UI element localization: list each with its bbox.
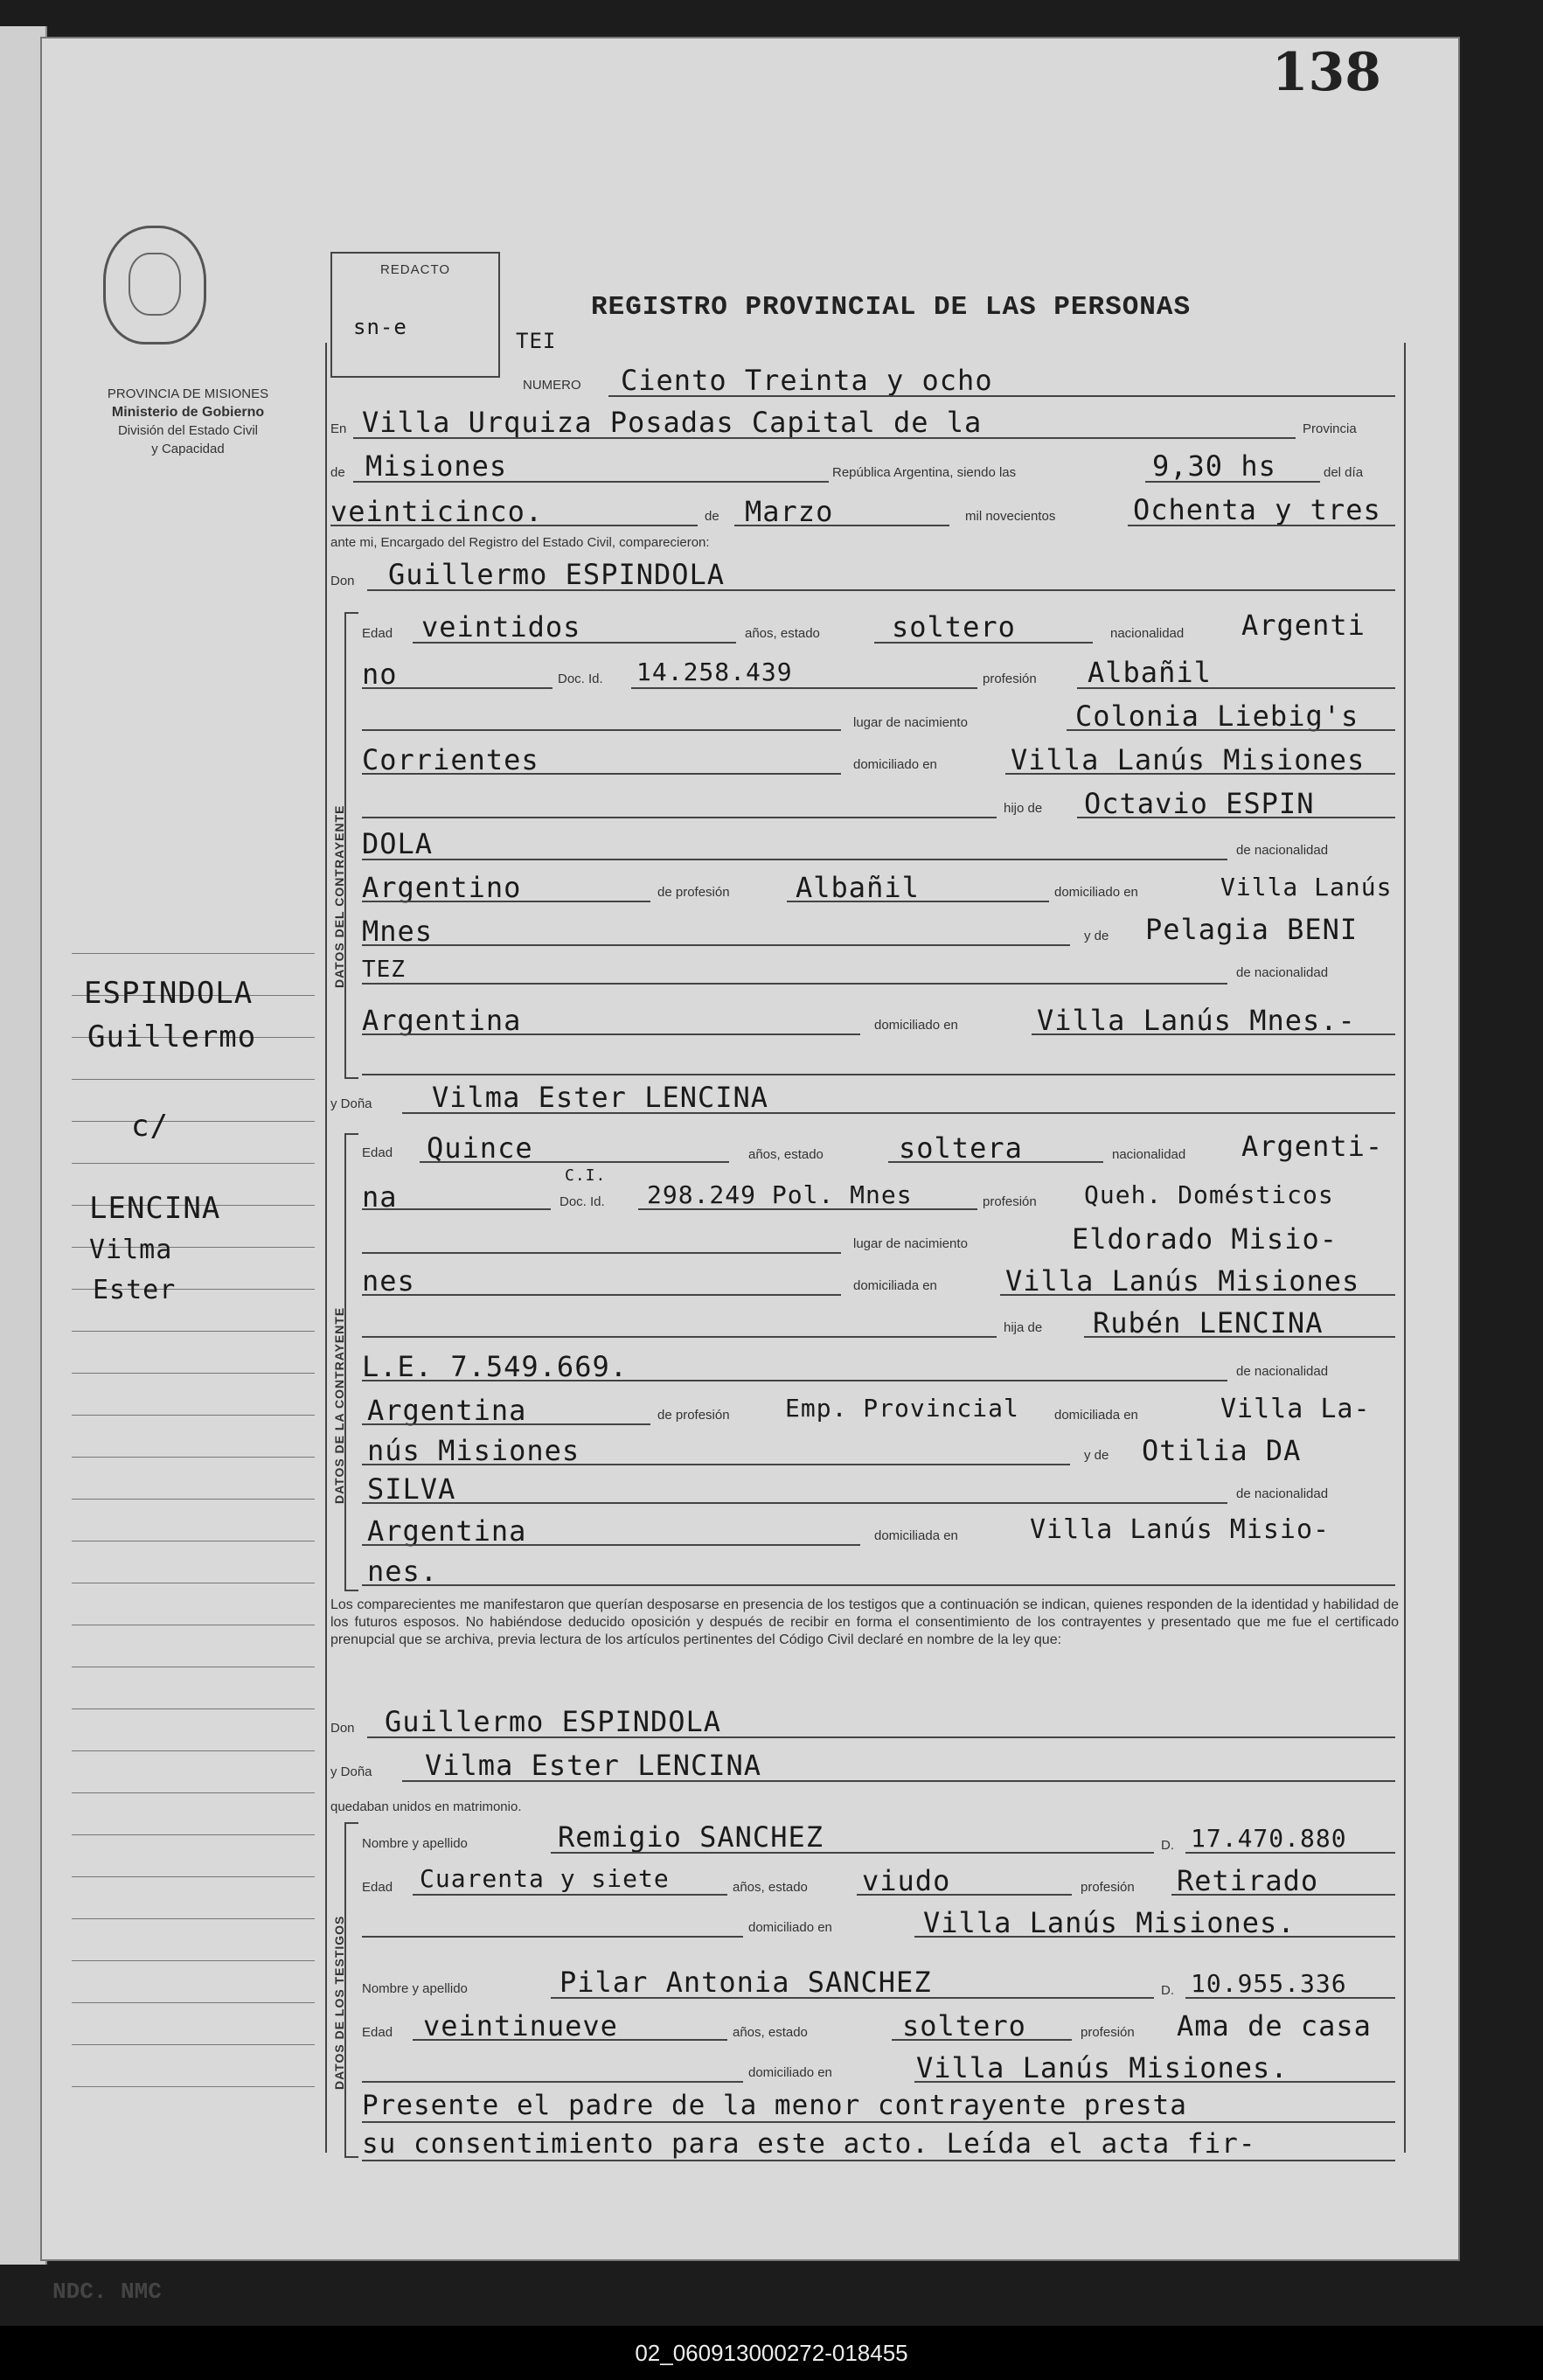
label-d: D.: [1161, 1838, 1174, 1853]
value-c2-padre-doc: L.E. 7.549.669.: [362, 1350, 628, 1383]
value-t2-edad: veintinueve: [423, 2009, 618, 2042]
margin-header-line4: y Capacidad: [151, 442, 225, 456]
page-number: 138: [1271, 42, 1381, 103]
value-c1-lugar2: Corrientes: [362, 743, 539, 776]
value-c1-padre-dom-a: Villa Lanús: [1220, 873, 1393, 901]
corner-tag: NDC. NMC: [52, 2279, 162, 2305]
line: [413, 1894, 727, 1896]
value-t2-dom: Villa Lanús Misiones.: [916, 2051, 1289, 2084]
margin-header: [61, 385, 315, 458]
line: [787, 901, 1049, 902]
line: [1077, 687, 1395, 689]
value-c2-nac-b: na: [362, 1180, 398, 1214]
line: [402, 1112, 1395, 1114]
value-c1-dom: Villa Lanús Misiones: [1011, 743, 1366, 776]
line: [1171, 1894, 1395, 1896]
label-edad-2: Edad: [362, 1145, 393, 1160]
label-quedaban: quedaban unidos en matrimonio.: [330, 1799, 522, 1814]
label-anos-estado: años, estado: [745, 626, 820, 641]
declaration-paragraph: Los comparecientes me manifestaron que querían desposarse en presencia de los testigos que a continuación se indican, quienes responden de la identidad y habilidad de los futuros esposos. No habiéndose deducido oposición y después de recibir en forma el consentimiento de los contrayentes y presentado que me fue el certificado prenupcial que se archiva, previa lectura de los artículos pertinentes del Código Civil declaré en nombre de la ley que:: [330, 1597, 1399, 1647]
label-numero: NUMERO: [523, 378, 581, 393]
label-y-dona: y Doña: [330, 1096, 372, 1111]
label-lugar-nac-2: lugar de nacimiento: [853, 1236, 968, 1251]
label-de-profesion: de profesión: [657, 885, 730, 900]
label-hija-de: hija de: [1004, 1320, 1043, 1335]
value-t1-edad: Cuarenta y siete: [420, 1864, 670, 1893]
value-c1-lugar: Colonia Liebig's: [1075, 699, 1359, 733]
label-y-dona-2: y Doña: [330, 1764, 372, 1779]
value-c1-nac-b: no: [362, 658, 398, 691]
line: [638, 1208, 977, 1210]
redacto-label: REDACTO: [379, 262, 451, 277]
label-nombre-apellido: Nombre y apellido: [362, 1836, 468, 1851]
margin-rule-line: [72, 2002, 315, 2003]
value-c2-lugar-b: nes: [362, 1264, 415, 1298]
value-t1-doc: 17.470.880: [1191, 1824, 1347, 1853]
label-de-nacionalidad-2: de nacionalidad: [1236, 965, 1329, 980]
margin-rule-line: [72, 1834, 315, 1835]
line: [362, 1252, 841, 1254]
label-provincia: Provincia: [1303, 421, 1357, 436]
line: [362, 687, 553, 689]
label-domiciliado-en-2: domiciliado en: [1054, 885, 1138, 900]
line: [362, 1464, 1070, 1465]
redacto-value: sn-e: [353, 315, 407, 339]
margin-rule-line: [72, 1457, 315, 1458]
value-decl-dona: Vilma Ester LENCINA: [425, 1749, 762, 1782]
coat-of-arms-icon: [103, 226, 206, 344]
line: [1185, 1852, 1395, 1854]
line: [362, 1294, 841, 1296]
margin-name-1: Guillermo: [87, 1020, 257, 1054]
margin-rule-line: [72, 1918, 315, 1919]
label-domiciliada-en-2: domiciliada en: [1054, 1408, 1138, 1423]
label-don: Don: [330, 574, 355, 588]
margin-rule-line: [72, 1499, 315, 1500]
value-c1-estado: soltero: [892, 610, 1016, 644]
value-t1-dom: Villa Lanús Misiones.: [923, 1906, 1296, 1939]
label-domiciliado-en-3: domiciliado en: [874, 1018, 958, 1033]
side-label-contrayente: DATOS DEL CONTRAYENTE: [332, 804, 346, 988]
line: [362, 773, 841, 775]
value-c2-padre-dom-a: Villa La-: [1220, 1394, 1371, 1424]
line: [362, 901, 650, 902]
label-don-2: Don: [330, 1721, 355, 1736]
value-t2-estado: soltero: [902, 2009, 1026, 2042]
side-label-testigos: DATOS DE LOS TESTIGOS: [332, 1915, 346, 2090]
label-de2: de: [705, 509, 719, 524]
line: [362, 859, 1227, 860]
label-de-nacionalidad-4: de nacionalidad: [1236, 1486, 1329, 1501]
value-nota-2: su consentimiento para este acto. Leída el acta fir-: [362, 2128, 1256, 2160]
value-c1-padre-dom-b: Mnes: [362, 915, 434, 948]
value-c2-lugar-a: Eldorado Misio-: [1072, 1222, 1338, 1256]
value-provincia: Misiones: [365, 449, 508, 483]
line: [1077, 817, 1395, 818]
value-c2-estado: soltera: [899, 1131, 1023, 1165]
value-decl-don: Guillermo ESPINDOLA: [385, 1705, 722, 1738]
value-t2-doc: 10.955.336: [1191, 1969, 1347, 1998]
line: [362, 1336, 997, 1338]
line: [1005, 773, 1395, 775]
value-anio: Ochenta y tres: [1133, 493, 1381, 526]
label-edad-3: Edad: [362, 1880, 393, 1895]
line: [1067, 729, 1395, 731]
value-c2-madre-dom-a: Villa Lanús Misio-: [1030, 1514, 1331, 1545]
label-de-nacionalidad: de nacionalidad: [1236, 843, 1329, 858]
label-y-de-2: y de: [1084, 1448, 1109, 1463]
line: [367, 589, 1395, 591]
margin-rule-line: [72, 1079, 315, 1080]
margin-rule-line: [72, 1750, 315, 1751]
value-c2-padre-prof: Emp. Provincial: [785, 1394, 1019, 1423]
line: [362, 1033, 860, 1035]
line: [353, 481, 829, 483]
line: [857, 1894, 1072, 1896]
value-c1-prof: Albañil: [1088, 656, 1212, 689]
line: [362, 1208, 551, 1210]
value-c1-madre-b: TEZ: [362, 957, 406, 983]
margin-name-2: Vilma: [89, 1235, 173, 1265]
line: [914, 2081, 1395, 2083]
line: [551, 1852, 1154, 1854]
margin-rule-line: [72, 1121, 315, 1122]
label-doc-id: Doc. Id.: [558, 672, 603, 686]
label-nombre-apellido-2: Nombre y apellido: [362, 1981, 468, 1996]
margin-rule-line: [72, 1415, 315, 1416]
label-profesion-3: profesión: [1081, 1880, 1135, 1895]
value-c2-madre-b: SILVA: [367, 1472, 456, 1506]
label-nacionalidad: nacionalidad: [1110, 626, 1185, 641]
value-lugar: Villa Urquiza Posadas Capital de la: [362, 406, 983, 439]
label-de-profesion-2: de profesión: [657, 1408, 730, 1423]
label-de: de: [330, 465, 345, 480]
value-t1-nombre: Remigio SANCHEZ: [558, 1820, 824, 1854]
margin-rule-line: [72, 2044, 315, 2045]
value-c1-madre-nac: Argentina: [362, 1004, 522, 1037]
value-dona: Vilma Ester LENCINA: [432, 1081, 769, 1114]
label-profesion-2: profesión: [983, 1194, 1037, 1209]
label-lugar-nac: lugar de nacimiento: [853, 715, 968, 730]
line: [608, 395, 1395, 397]
value-don: Guillermo ESPINDOLA: [388, 558, 726, 591]
value-c1-padre-a: Octavio ESPIN: [1084, 787, 1315, 820]
line: [362, 817, 997, 818]
value-c1-padre-nac: Argentino: [362, 871, 522, 904]
label-republica: República Argentina, siendo las: [832, 465, 1017, 480]
section-bracket-contrayente-f: [344, 1133, 358, 1591]
label-domiciliada-en: domiciliada en: [853, 1278, 937, 1293]
value-c1-padre-prof: Albañil: [796, 871, 920, 904]
margin-header-line2: Ministerio de Gobierno: [111, 405, 265, 420]
margin-rule-line: [72, 1792, 315, 1793]
line: [362, 2160, 1395, 2161]
value-c2-nac-a: Argenti-: [1241, 1130, 1384, 1163]
label-doc-id-2: Doc. Id.: [560, 1194, 605, 1209]
line: [362, 729, 841, 731]
line: [734, 525, 949, 526]
line: [420, 1161, 729, 1163]
margin-rule-line: [72, 1708, 315, 1709]
label-del-dia: del día: [1324, 465, 1364, 480]
margin-rule-line: [72, 1373, 315, 1374]
line: [362, 944, 1070, 946]
margin-name-3: Ester: [93, 1275, 177, 1305]
margin-surname-1: ESPINDOLA: [84, 976, 254, 1011]
value-c2-edad: Quince: [427, 1131, 533, 1165]
line: [362, 1502, 1227, 1504]
value-dia: veinticinco.: [330, 495, 544, 528]
line: [1084, 1336, 1395, 1338]
line: [362, 1380, 1227, 1381]
section-bracket-contrayente: [344, 612, 358, 1079]
line: [888, 1161, 1103, 1163]
value-t2-prof: Ama de casa: [1177, 2009, 1372, 2042]
line: [330, 525, 698, 526]
label-domiciliada-en-3: domiciliada en: [874, 1528, 958, 1543]
label-anos-estado-2: años, estado: [748, 1147, 824, 1162]
line: [914, 1936, 1395, 1938]
line: [1000, 1294, 1395, 1296]
value-c2-madre-dom-b: nes.: [367, 1555, 439, 1588]
label-profesion: profesión: [983, 672, 1037, 686]
side-label-contrayente-f: DATOS DE LA CONTRAYENTE: [332, 1306, 346, 1504]
margin-rule-line: [72, 1331, 315, 1332]
label-ante-mi: ante mi, Encargado del Registro del Estado Civil, comparecieron:: [330, 535, 710, 550]
line: [362, 1936, 743, 1938]
label-de-nacionalidad-3: de nacionalidad: [1236, 1364, 1329, 1379]
margin-surname-2: LENCINA: [89, 1191, 221, 1226]
value-c1-madre-a: Pelagia BENI: [1145, 913, 1359, 946]
value-c2-madre-a: Otilia DA: [1142, 1434, 1302, 1467]
value-c2-padre: Rubén LENCINA: [1093, 1306, 1324, 1340]
value-c2-padre-dom-b: nús Misiones: [367, 1434, 580, 1467]
margin-header-line1: PROVINCIA DE MISIONES: [107, 386, 269, 401]
label-anos-estado-4: años, estado: [733, 2025, 808, 2040]
line: [892, 2039, 1072, 2041]
value-hora: 9,30 hs: [1152, 449, 1276, 483]
label-mil: mil novecientos: [965, 509, 1056, 524]
label-domiciliado-en-4: domiciliado en: [748, 1920, 832, 1935]
line: [631, 687, 977, 689]
margin-rule-line: [72, 1876, 315, 1877]
line: [367, 1736, 1395, 1738]
line: [413, 642, 736, 644]
line: [1128, 525, 1395, 526]
section-bracket-testigos: [344, 1822, 358, 2158]
value-c1-madre-dom: Villa Lanús Mnes.-: [1037, 1004, 1356, 1037]
document-title: REGISTRO PROVINCIAL DE LAS PERSONAS: [591, 292, 1192, 323]
label-domiciliado-en: domiciliado en: [853, 757, 937, 772]
line: [1185, 1997, 1395, 1999]
label-profesion-4: profesión: [1081, 2025, 1135, 2040]
label-domiciliado-en-5: domiciliado en: [748, 2065, 832, 2080]
margin-rule-line: [72, 953, 315, 954]
label-d-2: D.: [1161, 1983, 1174, 1998]
value-nota-1: Presente el padre de la menor contrayente presta: [362, 2090, 1187, 2121]
line: [362, 1423, 650, 1425]
label-nacionalidad-2: nacionalidad: [1112, 1147, 1186, 1162]
value-c2-doc-mark: C.I.: [565, 1166, 607, 1185]
line: [551, 1997, 1154, 1999]
label-anos-estado-3: años, estado: [733, 1880, 808, 1895]
value-c2-madre-nac: Argentina: [367, 1514, 527, 1548]
footer-id: 02_060913000272-018455: [635, 2340, 908, 2366]
value-c1-edad: veintidos: [421, 610, 581, 644]
value-c1-padre-b: DOLA: [362, 827, 434, 860]
value-c2-padre-nac: Argentina: [367, 1394, 527, 1427]
line: [362, 1584, 1395, 1586]
line: [362, 983, 1227, 985]
margin-header-line3: División del Estado Civil: [117, 423, 259, 438]
value-c2-dom: Villa Lanús Misiones: [1005, 1264, 1360, 1298]
value-mes: Marzo: [745, 495, 834, 528]
value-t1-prof: Retirado: [1177, 1864, 1319, 1897]
margin-rule-line: [72, 1163, 315, 1164]
line: [402, 1780, 1395, 1782]
margin-rule-line: [72, 1960, 315, 1961]
label-hijo-de: hijo de: [1004, 801, 1043, 816]
label-edad: Edad: [362, 626, 393, 641]
line: [1032, 1033, 1395, 1035]
label-en: En: [330, 421, 347, 436]
margin-conjunction: c/: [131, 1109, 169, 1144]
line: [1145, 481, 1320, 483]
line: [362, 1544, 860, 1546]
line: [362, 1074, 1395, 1075]
value-c2-prof: Queh. Domésticos: [1084, 1180, 1334, 1209]
line: [353, 437, 1296, 439]
label-y-de: y de: [1084, 929, 1109, 943]
line: [362, 2081, 743, 2083]
value-numero: Ciento Treinta y ocho: [621, 364, 993, 397]
line: [874, 642, 1093, 644]
margin-rule-line: [72, 2086, 315, 2087]
line: [413, 2039, 727, 2041]
label-edad-4: Edad: [362, 2025, 393, 2040]
line: [362, 2121, 1395, 2123]
value-t2-nombre: Pilar Antonia SANCHEZ: [560, 1966, 932, 1999]
value-t1-estado: viudo: [862, 1864, 951, 1897]
value-c1-nac-a: Argenti: [1241, 609, 1366, 642]
tei-mark: TEI: [516, 329, 557, 353]
value-c2-doc: 298.249 Pol. Mnes: [647, 1180, 913, 1209]
value-c1-doc: 14.258.439: [636, 658, 793, 686]
